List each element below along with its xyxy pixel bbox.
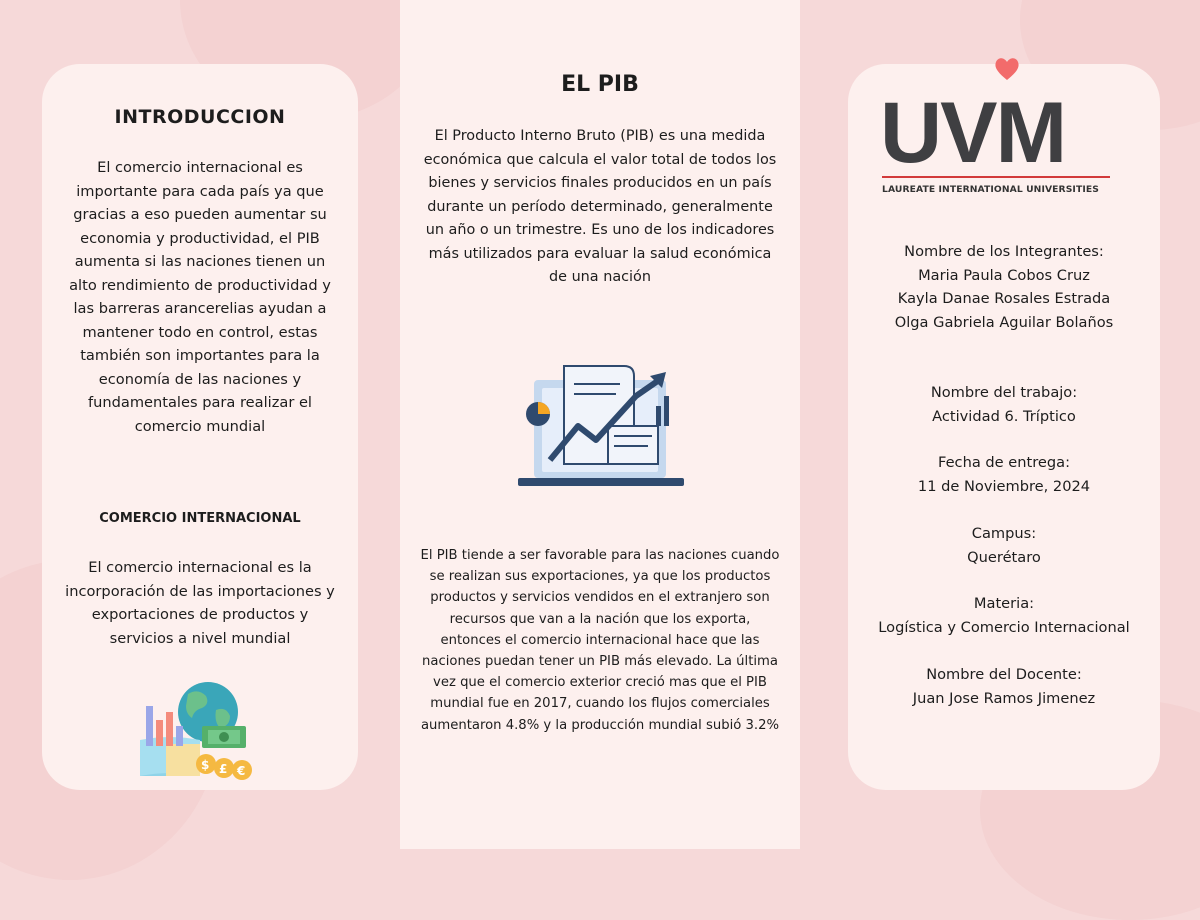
logo-divider xyxy=(882,176,1110,178)
members-section xyxy=(848,240,1160,334)
date-section xyxy=(848,451,1160,498)
members-label: Nombre de los Integrantes: xyxy=(904,243,1104,260)
work-label: Nombre del trabajo: xyxy=(930,384,1078,401)
economic-growth-illustration xyxy=(516,360,686,492)
intro-title: INTRODUCCION xyxy=(114,106,286,128)
intro-text: El comercio internacional es importante para cada país ya que gracias a eso pueden aumentar su economia y productividad, el PIB aumenta si las naciones tienen un alto rendimiento de productividad y las barreras arancerelias ayudan a mantener todo en control, estas también son importantes para la economía de las naciones y fundamentales para realizar el comercio mundial xyxy=(69,159,331,435)
comercio-internacional-title: COMERCIO INTERNACIONAL xyxy=(99,511,301,526)
comercio-internacional-text: El comercio internacional es la incorporación de las importaciones y exportaciones de productos y servicios a nivel mundial xyxy=(65,559,335,647)
uvm-logo xyxy=(880,96,1116,172)
work-section xyxy=(848,381,1160,428)
heart-icon xyxy=(993,56,1021,82)
member-name: Kayla Danae Rosales Estrada xyxy=(897,290,1111,307)
campus-name: Querétaro xyxy=(967,548,1041,566)
member-name: Maria Paula Cobos Cruz xyxy=(918,266,1090,284)
teacher-label: Nombre del Docente: xyxy=(926,666,1082,683)
svg-text:UVM: UVM xyxy=(880,96,1066,172)
subject-section xyxy=(848,592,1160,639)
pib-definition-text: El Producto Interno Bruto (PIB) es una medida económica que calcula el valor total de todos los bienes y servicios finales producidos en un país durante un período determinado, generalmente un año o un trimestre. Es uno de los indicadores más utilizados para evaluar la salud económica de una nación xyxy=(423,128,777,285)
svg-text:$: $ xyxy=(201,758,210,772)
teacher-name: Juan Jose Ramos Jimenez xyxy=(912,689,1096,707)
campus-label: Campus: xyxy=(971,525,1037,542)
campus-section xyxy=(848,522,1160,569)
teacher-section xyxy=(848,663,1160,710)
subject-name: Logística y Comercio Internacional xyxy=(878,618,1130,636)
member-name: Olga Gabriela Aguilar Bolaños xyxy=(894,313,1114,331)
date-label: Fecha de entrega: xyxy=(937,454,1071,471)
subject-label: Materia: xyxy=(973,595,1035,612)
svg-text:£: £ xyxy=(219,762,228,776)
uvm-logo-subtitle: LAUREATE INTERNATIONAL UNIVERSITIES xyxy=(882,184,1099,195)
svg-text:€: € xyxy=(237,764,246,778)
global-trade-illustration xyxy=(136,680,260,784)
delivery-date: 11 de Noviembre, 2024 xyxy=(917,477,1091,495)
work-name: Actividad 6. Tríptico xyxy=(932,407,1076,425)
pib-trade-text: El PIB tiende a ser favorable para las naciones cuando se realizan sus exportaciones, ya que los productos productos y servicios vendidos en el extranjero son recursos que van a la nación que los exporta, entonces el comercio internacional hace que las naciones puedan tener un PIB más elevado. La última vez que el comercio exterior creció mas que el PIB mundial fue en 2017, cuando los flujos comerciales aumentaron 4.8% y la producción mundial subió 3.2% xyxy=(420,548,780,733)
pib-title: EL PIB xyxy=(561,72,639,97)
